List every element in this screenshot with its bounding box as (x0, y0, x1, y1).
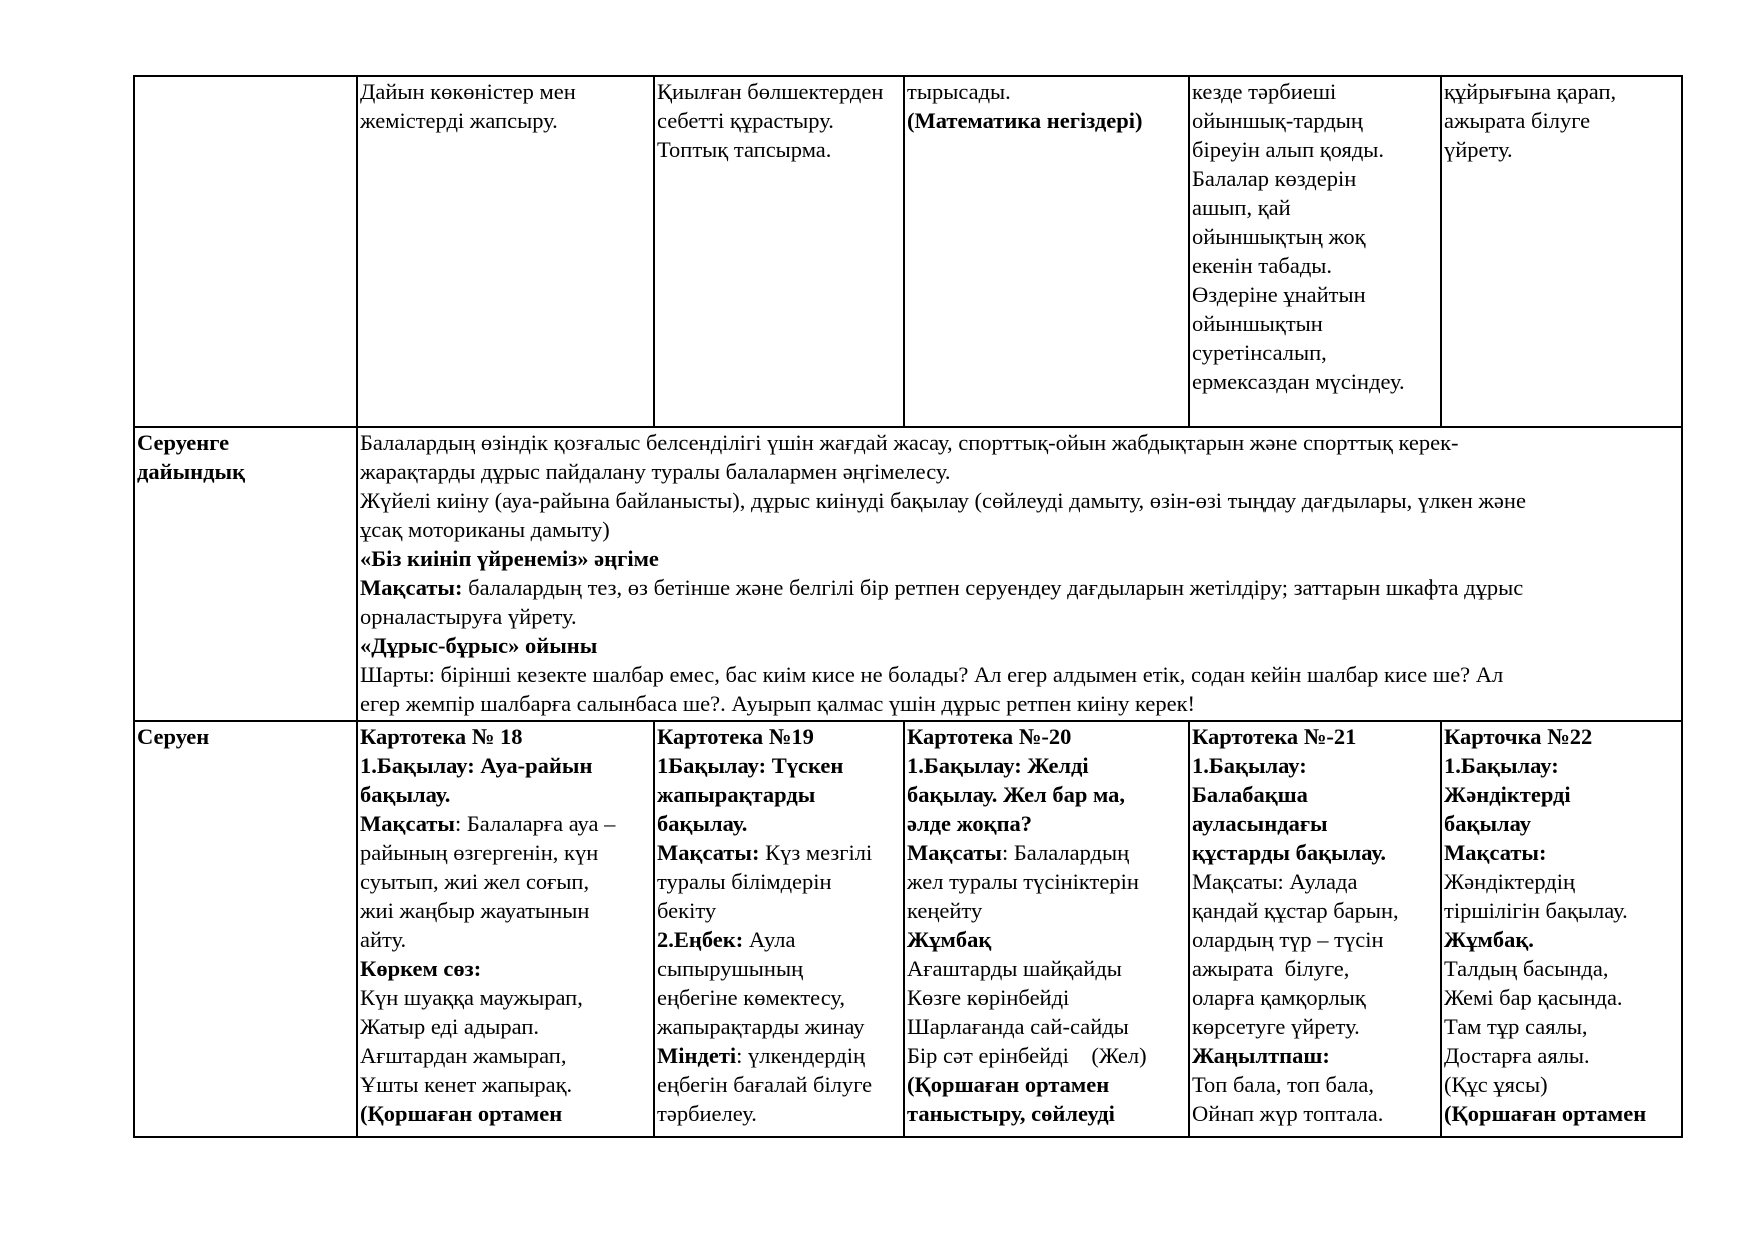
text-line: Топтық тапсырма. (657, 137, 832, 162)
text-line: суретінсалып, (1192, 340, 1327, 365)
text-line: ажырата білуге, (1192, 956, 1350, 981)
riddle-line: Талдың басында, (1444, 956, 1609, 981)
row1-col5-cell (1441, 76, 1682, 427)
text-line: құйрығына қарап, (1444, 79, 1617, 104)
riddle-line: Жемі бар қасында. (1444, 985, 1623, 1010)
goal-label: Мақсаты (907, 840, 1002, 865)
card-20-cell (904, 721, 1189, 1137)
goal-text: : Балалардың (1002, 840, 1130, 865)
observation-line: 1.Бақылау: Желді (907, 753, 1089, 778)
card-title: Карточка №22 (1444, 724, 1593, 749)
card-title: Картотека №-21 (1192, 724, 1357, 749)
goal-line (907, 838, 1186, 867)
text-line: суытып, жиі жел соғып, (360, 869, 590, 894)
text-line: егер жемпір шалбарға салынбаса ше?. Ауырып қалмас үшін дұрыс ретпен киіну керек! (360, 691, 1196, 716)
subject-tag: (Қоршаған ортамен (907, 1072, 1110, 1097)
riddle-line: Ағаштарды шайқайды (907, 956, 1122, 981)
text-line: Қиылған бөлшектерден (657, 79, 884, 104)
row-label-cell (134, 427, 357, 721)
text-line: қандай құстар барын, (1192, 898, 1399, 923)
text-line: сыпырушының (657, 956, 804, 981)
text-line: Жәндіктердің (1444, 869, 1576, 894)
card-18-cell (357, 721, 654, 1137)
row-label: Серуен (137, 724, 210, 749)
text-line: тырысады. (907, 79, 1011, 104)
text-line: ермексаздан мүсіндеу. (1192, 369, 1405, 394)
walk-row (134, 721, 1682, 1137)
card-19-cell (654, 721, 904, 1137)
goal-text: Күз мезгілі (759, 840, 873, 865)
text-line: райының өзгергенін, күн (360, 840, 599, 865)
text-line: ұсақ моториканы дамыту) (360, 517, 610, 542)
riddle-line: Там тұр саялы, (1444, 1014, 1588, 1039)
task-line (657, 1041, 901, 1070)
text-line: жемістерді жапсыру. (360, 108, 558, 133)
observation-line: ауласындағы (1192, 811, 1328, 836)
riddle-line: Достарға аялы. (1444, 1043, 1590, 1068)
observation-line: бақылау. Жел бар ма, (907, 782, 1126, 807)
observation-line: Жәндіктерді (1444, 782, 1571, 807)
activity-continuation-row (134, 76, 1682, 427)
observation-line: бақылау. (657, 811, 748, 836)
row1-col4-cell (1189, 76, 1441, 427)
task-label: Міндеті (657, 1043, 737, 1068)
walk-preparation-content (357, 427, 1682, 721)
row-label: дайындық (137, 459, 246, 484)
text-line: бекіту (657, 898, 717, 923)
text-line: тіршілігін бақылау. (1444, 898, 1628, 923)
observation-line: 1Бақылау: Түскен (657, 753, 844, 778)
text-line: Дайын көкөністер мен (360, 79, 576, 104)
text-line: еңбегін бағалай білуге (657, 1072, 873, 1097)
observation-line: бақылау. (360, 782, 451, 807)
row1-col1-cell (357, 76, 654, 427)
riddle-label: Жұмбақ (907, 927, 992, 952)
observation-line: бақылау (1444, 811, 1532, 836)
text-line: ашып, қай (1192, 195, 1291, 220)
subject-tag: таныстыру, сөйлеуді (907, 1101, 1115, 1126)
tongue-twister-line: Ойнап жүр топтала. (1192, 1101, 1384, 1126)
text-line: жарақтарды дұрыс пайдалану туралы балалармен әңгімелесу. (360, 459, 951, 484)
poem-label: Көркем сөз: (360, 956, 482, 981)
riddle-label: Жұмбақ. (1444, 927, 1534, 952)
goal-text: : Балаларға ауа – (455, 811, 616, 836)
text-line: ажырата білуге (1444, 108, 1591, 133)
observation-line: 1.Бақылау: (1192, 753, 1307, 778)
riddle-line: Көзге көрінбейді (907, 985, 1070, 1010)
poem-line: Ұшты кенет жапырақ. (360, 1072, 573, 1097)
card-title: Картотека № 18 (360, 724, 523, 749)
row-label-cell (134, 721, 357, 1137)
card-22-cell (1441, 721, 1682, 1137)
card-title: Картотека №19 (657, 724, 814, 749)
text-line: Балалар көздерін (1192, 166, 1357, 191)
riddle-line: Бір сәт ерінбейді (Жел) (907, 1043, 1147, 1068)
goal-line (657, 838, 901, 867)
text-line: айту. (360, 927, 407, 952)
poem-line: Ағштардан жамырап, (360, 1043, 567, 1068)
text-line: еңбегіне көмектесу, (657, 985, 846, 1010)
text-line: үйрету. (1444, 137, 1513, 162)
goal-label: Мақсаты: (1444, 840, 1547, 865)
text-line: ойыншықтын (1192, 311, 1323, 336)
text-line: ойыншық-тардың (1192, 108, 1363, 133)
observation-line: жапырақтарды (657, 782, 816, 807)
goal-text: балалардың тез, өз бетінше және белгілі бір ретпен серуендеу дағдыларын жетілдіру; заттарын шкафта дұрыс (462, 575, 1524, 600)
subject-tag: (Қоршаған ортамен (360, 1101, 563, 1126)
walk-preparation-row (134, 427, 1682, 721)
text-line: Балалардың өзіндік қозғалыс белсенділігі үшін жағдай жасау, спорттық-ойын жабдықтарын және спорттық керек- (360, 430, 1459, 455)
goal-label: Мақсаты: (657, 840, 760, 865)
row1-col3-cell (904, 76, 1189, 427)
text-line: көрсетуге үйрету. (1192, 1014, 1360, 1039)
text-line: тәрбиелеу. (657, 1101, 757, 1126)
text-line: кезде тәрбиеші (1192, 79, 1337, 104)
tongue-twister-line: Топ бала, топ бала, (1192, 1072, 1374, 1097)
row-label: Серуенге (137, 430, 230, 455)
game-title: «Дұрыс-бұрыс» ойыны (360, 633, 598, 658)
text-line: Өздеріне ұнайтын (1192, 282, 1366, 307)
poem-line: Жатыр еді адырап. (360, 1014, 540, 1039)
daily-plan-table (133, 75, 1683, 1138)
text-line: Шарты: бірінші кезекте шалбар емес, бас киім кисе не болады? Ал егер алдымен етік, содан кейін шалбар кисе ше? Ал (360, 662, 1504, 687)
text-line: біреуін алып қояды. (1192, 137, 1385, 162)
text-line: кеңейту (907, 898, 983, 923)
text-line: екенін табады. (1192, 253, 1333, 278)
text-line: Мақсаты: Аулада (1192, 869, 1358, 894)
observation-line: әлде жоқпа? (907, 811, 1033, 836)
subject-tag: (Қоршаған ортамен (1444, 1101, 1647, 1126)
talk-title: «Біз киініп үйренеміз» әңгіме (360, 546, 659, 571)
observation-line: Балабақша (1192, 782, 1308, 807)
text-line: жапырақтарды жинау (657, 1014, 865, 1039)
observation-line: құстарды бақылау. (1192, 840, 1386, 865)
task-text: : үлкендердің (736, 1043, 866, 1068)
subject-tag: (Математика негіздері) (907, 108, 1143, 133)
work-text: Аула (743, 927, 796, 952)
text-line: Жүйелі киіну (ауа-райына байланысты), дұрыс киінуді бақылау (сөйлеуді дамыту, өзін-өзі тыңдау дағдылары, үлкен және (360, 488, 1526, 513)
observation-line: 1.Бақылау: (1444, 753, 1559, 778)
work-line (657, 925, 901, 954)
observation-line: 1.Бақылау: Ауа-райын (360, 753, 593, 778)
riddle-line: (Құс ұясы) (1444, 1072, 1548, 1097)
text-line: олардың түр – түсін (1192, 927, 1384, 952)
text-line: жел туралы түсініктерін (907, 869, 1139, 894)
work-label: 2.Еңбек: (657, 927, 744, 952)
goal-label: Мақсаты (360, 811, 455, 836)
row1-col2-cell (654, 76, 904, 427)
text-line: жиі жаңбыр жауатынын (360, 898, 590, 923)
card-21-cell (1189, 721, 1441, 1137)
poem-line: Күн шуаққа маужырап, (360, 985, 583, 1010)
card-title: Картотека №-20 (907, 724, 1072, 749)
riddle-line: Шарлағанда сай-сайды (907, 1014, 1129, 1039)
tongue-twister-label: Жаңылтпаш: (1192, 1043, 1330, 1068)
goal-line (360, 809, 651, 838)
text-line: ойыншықтың жоқ (1192, 224, 1366, 249)
text-line: себетті құрастыру. (657, 108, 834, 133)
text-line: туралы білімдерін (657, 869, 832, 894)
goal-line (360, 573, 1679, 602)
goal-label: Мақсаты: (360, 575, 463, 600)
text-line: орналастыруға үйрету. (360, 604, 577, 629)
text-line: оларға қамқорлық (1192, 985, 1366, 1010)
row-label-empty (134, 76, 357, 427)
